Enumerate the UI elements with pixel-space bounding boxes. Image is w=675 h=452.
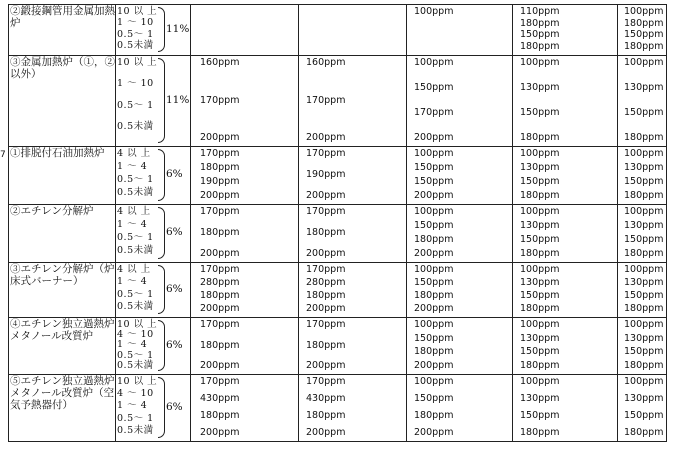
ppm-value: 180ppm: [200, 227, 240, 238]
ppm-value: 150ppm: [414, 332, 454, 344]
ppm-value: 200ppm: [306, 248, 346, 259]
size-range-label: 1 ～ 4: [117, 219, 148, 230]
size-range-label: 10 以 上: [117, 376, 158, 387]
size-range-label: 0.5～ 1: [117, 99, 154, 111]
ppm-value: 150ppm: [624, 346, 664, 358]
ppm-value: 100ppm: [624, 264, 664, 275]
ppm-value: 130ppm: [624, 162, 664, 173]
oxygen-percent: 6%: [166, 226, 183, 238]
ppm-value: 170ppm: [306, 148, 346, 159]
ppm-value: 110ppm: [520, 6, 560, 17]
row-marker: 7: [0, 150, 6, 160]
size-brace: [158, 58, 192, 143]
ppm-value: 150ppm: [624, 290, 664, 301]
ppm-value: 180ppm: [306, 290, 346, 301]
ppm-value: 130ppm: [520, 82, 560, 93]
furnace-type-label: ④エチレン独立過熱炉 メタノール改質炉: [10, 318, 115, 342]
ppm-value: 280ppm: [306, 277, 346, 288]
ppm-value: 100ppm: [414, 57, 454, 68]
size-range-label: 0.5～ 1: [117, 349, 154, 361]
oxygen-percent: 6%: [166, 282, 183, 295]
table-row: [8, 146, 667, 204]
ppm-value: 200ppm: [414, 190, 454, 201]
ppm-value: 180ppm: [520, 248, 560, 259]
ppm-value: 100ppm: [414, 264, 454, 275]
ppm-value: 130ppm: [624, 82, 664, 93]
ppm-value: 180ppm: [520, 41, 560, 52]
size-range-label: 0.5～ 1: [117, 174, 154, 185]
ppm-value: 150ppm: [414, 162, 454, 173]
furnace-type-label: ③エチレン分解炉（炉床式バーナー）: [10, 263, 115, 287]
brace-shape: [158, 265, 165, 314]
ppm-value: 150ppm: [520, 346, 560, 358]
furnace-type-label: ②鍛接鋼管用金属加熱炉: [10, 5, 115, 29]
furnace-type-label: ①排脱付石油加熱炉: [10, 147, 105, 159]
ppm-value: 100ppm: [520, 264, 560, 275]
ppm-value: 180ppm: [520, 132, 560, 143]
ppm-value: 150ppm: [624, 29, 664, 41]
ppm-value: 180ppm: [520, 190, 560, 201]
size-range-label: 4 ～ 10: [117, 388, 154, 400]
ppm-value: 180ppm: [624, 303, 664, 314]
ppm-value: 200ppm: [414, 303, 454, 314]
ppm-value: 200ppm: [200, 303, 240, 314]
ppm-value: 150ppm: [520, 290, 560, 301]
size-range-label: 1 ～ 10: [117, 78, 154, 90]
ppm-value: 180ppm: [414, 290, 454, 301]
ppm-value: 200ppm: [200, 360, 240, 371]
ppm-value: 180ppm: [200, 290, 240, 301]
ppm-value: 180ppm: [624, 248, 664, 259]
ppm-value: 130ppm: [520, 393, 560, 404]
ppm-value: 100ppm: [624, 57, 664, 68]
ppm-value: 100ppm: [624, 319, 664, 330]
ppm-value: 170ppm: [200, 206, 240, 217]
size-range-label: 0.5～ 1: [117, 412, 154, 424]
table-row: [8, 262, 667, 317]
ppm-value: 170ppm: [200, 376, 240, 387]
row-divider: [8, 441, 667, 442]
brace-shape: [158, 58, 165, 143]
oxygen-percent: 11%: [166, 22, 190, 35]
size-range-label: 0.5未満: [117, 300, 154, 312]
size-range-label: 4 以 上: [117, 148, 151, 159]
ppm-value: 200ppm: [306, 360, 346, 371]
size-brace: [158, 207, 192, 259]
ppm-value: 150ppm: [520, 107, 560, 118]
table-row: [8, 4, 667, 55]
brace-shape: [158, 149, 165, 201]
ppm-value: 200ppm: [306, 132, 346, 143]
ppm-value: 100ppm: [520, 319, 560, 330]
ppm-value: 180ppm: [306, 410, 346, 421]
ppm-value: 180ppm: [520, 303, 560, 314]
size-brace: [158, 265, 192, 314]
ppm-value: 170ppm: [306, 376, 346, 387]
ppm-value: 180ppm: [200, 410, 240, 421]
oxygen-percent: 11%: [166, 93, 190, 106]
size-range-label: 0.5未満: [117, 245, 154, 256]
size-range-label: 0.5～ 1: [117, 232, 154, 243]
ppm-value: 150ppm: [414, 393, 454, 404]
ppm-value: 150ppm: [414, 220, 454, 231]
ppm-value: 200ppm: [200, 248, 240, 259]
ppm-value: 170ppm: [200, 264, 240, 275]
ppm-value: 100ppm: [520, 206, 560, 217]
ppm-value: 180ppm: [520, 427, 560, 438]
brace-shape: [158, 207, 165, 259]
ppm-value: 130ppm: [520, 332, 560, 344]
size-range-label: 0.5未満: [117, 424, 154, 436]
ppm-value: 170ppm: [306, 206, 346, 217]
ppm-value: 180ppm: [414, 410, 454, 421]
oxygen-percent: 6%: [166, 338, 183, 351]
ppm-value: 200ppm: [306, 190, 346, 201]
size-range-label: 0.5未満: [117, 187, 154, 198]
ppm-value: 180ppm: [624, 190, 664, 201]
size-range-label: 0.5未満: [117, 120, 154, 132]
size-range-label: 0.5未満: [117, 359, 154, 371]
ppm-value: 200ppm: [306, 427, 346, 438]
ppm-value: 200ppm: [306, 303, 346, 314]
ppm-value: 100ppm: [520, 57, 560, 68]
size-range-label: 10 以 上: [117, 6, 158, 17]
ppm-value: 170ppm: [306, 94, 346, 106]
furnace-type-label: ②エチレン分解炉: [10, 205, 94, 217]
ppm-value: 430ppm: [306, 393, 346, 404]
ppm-value: 180ppm: [624, 132, 664, 143]
size-range-label: 0.5～ 1: [117, 28, 154, 40]
ppm-value: 180ppm: [306, 227, 346, 238]
ppm-value: 280ppm: [200, 277, 240, 288]
ppm-value: 200ppm: [414, 427, 454, 438]
size-range-label: 0.5未満: [117, 39, 154, 51]
ppm-value: 100ppm: [414, 376, 454, 387]
ppm-value: 200ppm: [414, 248, 454, 259]
ppm-value: 100ppm: [624, 6, 664, 17]
ppm-value: 150ppm: [414, 277, 454, 288]
ppm-value: 200ppm: [200, 132, 240, 143]
ppm-value: 150ppm: [520, 176, 560, 187]
ppm-value: 180ppm: [624, 360, 664, 371]
ppm-value: 170ppm: [200, 319, 240, 330]
ppm-value: 130ppm: [624, 332, 664, 344]
ppm-value: 150ppm: [624, 234, 664, 245]
ppm-value: 190ppm: [306, 169, 346, 180]
table-row: [8, 374, 667, 441]
ppm-value: 150ppm: [624, 107, 664, 118]
size-range-label: 1 ～ 10: [117, 17, 154, 29]
size-brace: [158, 7, 192, 52]
size-brace: [158, 377, 192, 438]
ppm-value: 150ppm: [414, 82, 454, 93]
ppm-value: 130ppm: [520, 162, 560, 173]
ppm-value: 100ppm: [414, 148, 454, 159]
ppm-value: 100ppm: [520, 376, 560, 387]
ppm-value: 150ppm: [520, 234, 560, 245]
ppm-value: 180ppm: [200, 339, 240, 351]
ppm-value: 100ppm: [414, 319, 454, 330]
ppm-value: 150ppm: [414, 176, 454, 187]
size-range-label: 1 ～ 4: [117, 161, 148, 172]
ppm-value: 180ppm: [306, 339, 346, 351]
ppm-value: 180ppm: [624, 427, 664, 438]
ppm-value: 100ppm: [414, 6, 454, 17]
ppm-value: 130ppm: [520, 277, 560, 288]
size-range-label: 4 以 上: [117, 264, 151, 275]
ppm-value: 180ppm: [414, 346, 454, 358]
oxygen-percent: 6%: [166, 168, 183, 180]
size-brace: [158, 320, 192, 371]
ppm-value: 170ppm: [200, 94, 240, 106]
ppm-value: 100ppm: [624, 148, 664, 159]
ppm-value: 150ppm: [520, 410, 560, 421]
table-row: [8, 55, 667, 146]
size-range-label: 4 ～ 10: [117, 329, 154, 341]
size-range-label: 1 ～ 4: [117, 339, 148, 351]
ppm-value: 200ppm: [414, 360, 454, 371]
table-row: [8, 317, 667, 374]
size-range-label: 1 ～ 4: [117, 276, 148, 288]
ppm-value: 170ppm: [306, 319, 346, 330]
ppm-value: 200ppm: [200, 427, 240, 438]
ppm-value: 170ppm: [414, 107, 454, 118]
ppm-value: 130ppm: [624, 277, 664, 288]
ppm-value: 170ppm: [306, 264, 346, 275]
size-range-label: 4 以 上: [117, 206, 151, 217]
furnace-type-label: ③金属加熱炉（①，②以外）: [10, 56, 115, 80]
ppm-value: 180ppm: [624, 41, 664, 52]
ppm-value: 100ppm: [624, 376, 664, 387]
brace-shape: [158, 320, 165, 371]
table-row: [8, 204, 667, 262]
ppm-value: 150ppm: [624, 410, 664, 421]
brace-shape: [158, 7, 165, 52]
size-range-label: 10 以 上: [117, 57, 158, 68]
ppm-value: 130ppm: [520, 220, 560, 231]
ppm-value: 130ppm: [624, 220, 664, 231]
ppm-value: 160ppm: [200, 57, 240, 68]
ppm-value: 180ppm: [624, 17, 664, 29]
brace-shape: [158, 377, 165, 438]
size-range-label: 10 以 上: [117, 319, 158, 330]
ppm-value: 170ppm: [200, 148, 240, 159]
furnace-type-label: ⑤エチレン独立過熱炉 メタノール改質炉（空気予熱器付）: [10, 375, 115, 411]
ppm-value: 200ppm: [414, 132, 454, 143]
size-brace: [158, 149, 192, 201]
size-range-label: 1 ～ 4: [117, 400, 148, 412]
ppm-value: 150ppm: [624, 176, 664, 187]
ppm-value: 200ppm: [200, 190, 240, 201]
ppm-value: 100ppm: [414, 206, 454, 217]
size-range-label: 0.5～ 1: [117, 288, 154, 300]
ppm-value: 180ppm: [520, 360, 560, 371]
ppm-value: 130ppm: [624, 393, 664, 404]
ppm-value: 100ppm: [624, 206, 664, 217]
ppm-value: 180ppm: [520, 17, 560, 29]
ppm-value: 180ppm: [200, 162, 240, 173]
ppm-value: 160ppm: [306, 57, 346, 68]
ppm-value: 100ppm: [520, 148, 560, 159]
ppm-value: 190ppm: [200, 176, 240, 187]
ppm-value: 150ppm: [520, 29, 560, 41]
ppm-value: 180ppm: [414, 234, 454, 245]
oxygen-percent: 6%: [166, 400, 183, 413]
ppm-value: 430ppm: [200, 393, 240, 404]
